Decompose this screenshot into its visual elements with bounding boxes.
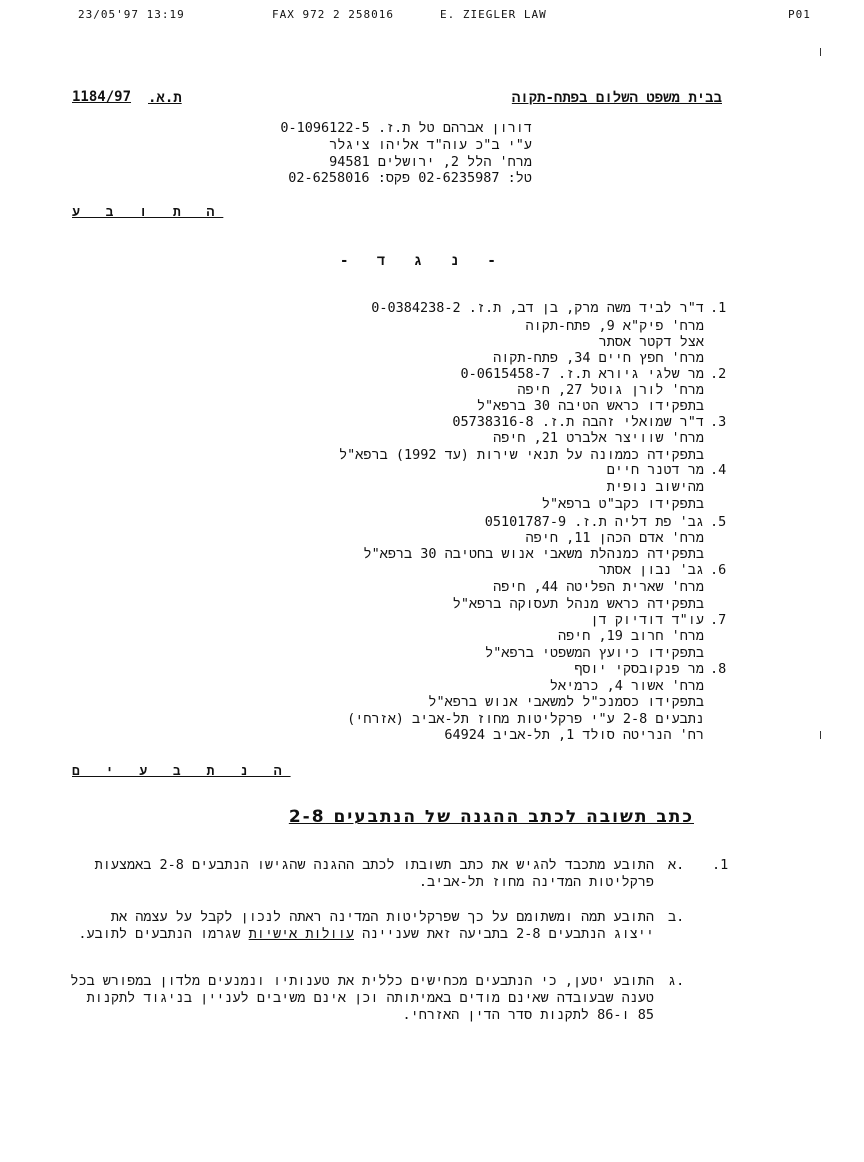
defendants-label: ה נ ת ב ע י ם bbox=[72, 764, 291, 779]
court-name: בבית משפט השלום בפתח-תקוה bbox=[511, 90, 722, 106]
defendant-line: מרח' חרוב 19, חיפה bbox=[557, 628, 704, 644]
defendant-line: בתפקידו כקב"ט ברפא"ל bbox=[541, 496, 704, 512]
defendant-number: .3 bbox=[710, 414, 727, 430]
paragraph-text: התובע תמה ומשתומם על כך שפרקליטות המדינה ראתה לנכון לקבל על עצמה את ייצוג הנתבעים 2-8 בתביעה זאת שעניינה עוולות אישיות שגרמו הנתבעים לתובע. bbox=[78, 909, 654, 942]
defendant-line: מר דטנר חיים bbox=[606, 462, 704, 478]
fax-datetime: 23/05'97 13:19 bbox=[78, 8, 185, 21]
defendants-representation-address: רח' הנריטה סולד 1, תל-אביב 64924 bbox=[444, 727, 704, 743]
defendant-line: בתפקידה כראש מנהל תעסוקה ברפא"ל bbox=[452, 596, 704, 612]
plaintiff-name: דורון אברהם טל ת.ז. 0-1096122-5 bbox=[280, 120, 532, 136]
defendant-number: .1 bbox=[710, 300, 727, 316]
defendant-line: גב' פת דליה ת.ז. 05101787-9 bbox=[484, 514, 704, 530]
defendant-line: מרח' חפץ חיים 34, פתח-תקוה bbox=[493, 350, 704, 366]
defendant-line: מרח' שוויצר אלברט 21, חיפה bbox=[493, 430, 704, 446]
defendant-line: מרח' לורן גוטל 27, חיפה bbox=[517, 382, 704, 398]
paragraph-letter: ג. bbox=[668, 973, 685, 989]
defendant-number: .6 bbox=[710, 562, 727, 578]
emphasized-phrase: עוולות אישיות bbox=[248, 926, 354, 942]
defendant-line: ד"ר שמואלי זהבה ת.ז. 05738316-8 bbox=[452, 414, 704, 430]
versus-label: - נ ג ד - bbox=[340, 253, 506, 269]
defendant-line: אצל דקטר אסתר bbox=[598, 334, 704, 350]
document-title: כתב תשובה לכתב ההגנה של הנתבעים 2-8 bbox=[288, 807, 694, 827]
fax-sender: E. ZIEGLER LAW bbox=[440, 8, 547, 21]
paragraph-letter: ב. bbox=[668, 909, 685, 925]
defendant-line: בתפקידה כממונה על תנאי שירות (עד 1992) ברפא"ל bbox=[339, 447, 704, 463]
plaintiff-phone: טל: 02-6235987 פקס: 02-6258016 bbox=[288, 170, 532, 186]
plaintiff-counsel: ע"י ב"כ עוה"ד אליהו ציגלר bbox=[329, 137, 532, 153]
defendant-line: עו"ד דודיוק דן bbox=[590, 612, 704, 628]
plaintiff-address: מרח' הלל 2, ירושלים 94581 bbox=[329, 154, 532, 170]
defendants-representation: נתבעים 2-8 ע"י פרקליטות מחוז תל-אביב (אזרחי) bbox=[347, 711, 704, 727]
defendant-number: .5 bbox=[710, 514, 727, 530]
defendant-line: מרח' אדם הכהן 11, חיפה bbox=[525, 530, 704, 546]
defendant-line: ד"ר לביד משה מרק, בן דב, ת.ז. 0-0384238-2 bbox=[371, 300, 704, 316]
defendant-line: מרח' פיק"א 9, פתח-תקוה bbox=[525, 318, 704, 334]
defendant-number: .2 bbox=[710, 366, 727, 382]
defendant-number: .4 bbox=[710, 462, 727, 478]
defendant-line: מהישוב נופית bbox=[606, 479, 704, 495]
defendant-line: גב' נבון אסתר bbox=[598, 562, 704, 578]
fax-number: FAX 972 2 258016 bbox=[272, 8, 394, 21]
case-number: 1184/97 bbox=[72, 89, 132, 105]
plaintiff-label: ה ת ו ב ע bbox=[72, 205, 224, 220]
fax-page-number: P01 bbox=[788, 8, 811, 21]
defendant-line: בתפקידו כראש הטיבה 30 ברפא"ל bbox=[476, 398, 704, 414]
defendant-line: בתפקידו כסמנכ"ל למשאבי אנוש ברפא"ל bbox=[428, 694, 704, 710]
scan-mark bbox=[820, 48, 821, 56]
defendant-line: בתפקידו כיועץ המשפטי ברפא"ל bbox=[485, 645, 704, 661]
scan-mark bbox=[820, 731, 821, 739]
paragraph-text: התובע יטען, כי הנתבעים מכחישים כללית את טענותיו ונמנעים מלדון במפורש בכל טענה שבעובדה שאינם מודים באמיתותה וכן אינם משיבים לעניין בניגוד לתקנות 85 ו-86 לתקנות סדר הדין האזרחי. bbox=[70, 973, 654, 1023]
paragraph-text: התובע מתכבד להגיש את כתב תשובתו לכתב ההגנה שהגישו הנתבעים 2-8 באמצעות פרקליטות המדינה מחוז תל-אביב. bbox=[94, 857, 654, 890]
case-type: ת.א. bbox=[148, 90, 182, 106]
defendant-line: בתפקידה כמנהלת משאבי אנוש בחטיבה 30 ברפא"ל bbox=[363, 546, 704, 562]
defendant-number: .8 bbox=[710, 661, 727, 677]
defendant-number: .7 bbox=[710, 612, 727, 628]
defendant-line: מרח' אשור 4, כרמיאל bbox=[549, 678, 704, 694]
defendant-line: מר פנקובסקי יוסף bbox=[574, 661, 704, 677]
defendant-line: מר שלגי גיורא ת.ז. 0-0615458-7 bbox=[460, 366, 704, 382]
paragraph-number: .1 bbox=[712, 857, 729, 873]
defendant-line: מרח' שארית הפליטה 44, חיפה bbox=[493, 579, 704, 595]
paragraph-letter: א. bbox=[668, 857, 685, 873]
